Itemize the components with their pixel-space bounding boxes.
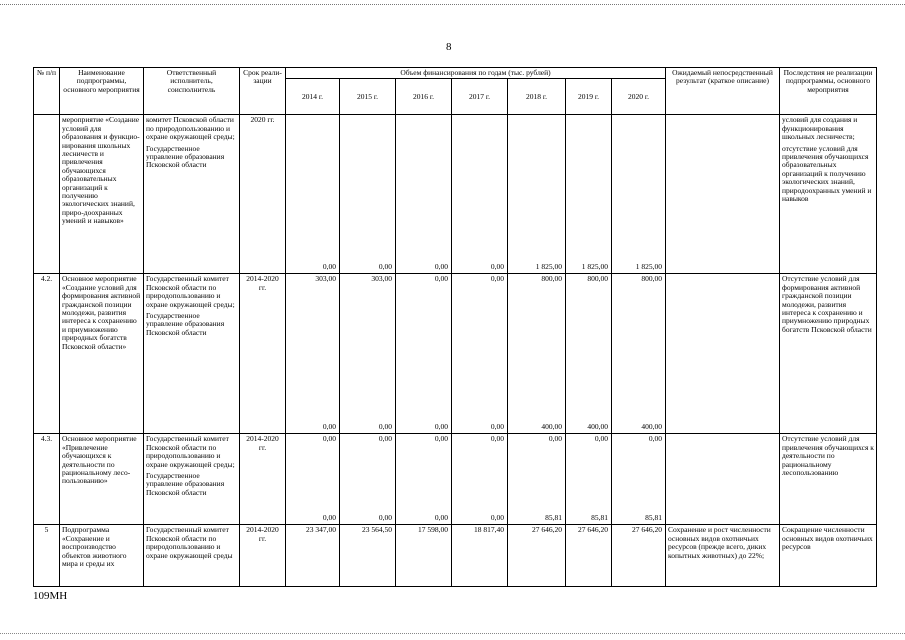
table-row — [34, 525, 877, 587]
header-year: 2019 г. — [566, 79, 612, 115]
finance-cell — [566, 525, 612, 587]
finance-value-total: 0,00 — [378, 434, 392, 444]
finance-cell — [508, 115, 566, 274]
footer-code: 109МН — [33, 590, 68, 602]
finance-value-total: 0,00 — [434, 274, 448, 284]
finance-value-budget: 1 825,00 — [581, 262, 608, 271]
result-cell — [666, 115, 780, 274]
finance-value-total: 27 646,20 — [532, 525, 562, 535]
finance-cell — [396, 274, 452, 434]
header-term: Срок реали-зации — [240, 68, 286, 115]
term-cell: 2014-2020 гг. — [240, 274, 286, 434]
term-cell: 2014-2020 гг. — [240, 525, 286, 587]
table-row — [34, 115, 877, 274]
finance-value-total: 27 646,20 — [578, 525, 608, 535]
consequence-cell — [780, 434, 877, 525]
executor-text: Государственный комитет Псковской области по природопользованию и охране окружающей среды; — [146, 434, 235, 469]
finance-value-budget: 85,81 — [545, 513, 562, 522]
finance-value-budget: 1 825,00 — [535, 262, 562, 271]
finance-value-budget: 400,00 — [541, 422, 562, 431]
finance-value-total: 800,00 — [541, 274, 562, 284]
finance-value-total: 23 347,00 — [306, 525, 336, 535]
header-consequence: Последствия не реализации подпрограммы, основного мероприятия — [780, 68, 877, 115]
financing-table — [33, 67, 877, 587]
finance-cell — [452, 525, 508, 587]
finance-value-budget: 0,00 — [378, 422, 392, 431]
finance-cell — [508, 434, 566, 525]
table-body — [34, 115, 877, 587]
finance-value-budget: 0,00 — [490, 422, 504, 431]
page-number: 8 — [446, 41, 452, 53]
header-result: Ожидаемый непосредственный результат (краткое описание) — [666, 68, 780, 115]
measure-name: Основное мероприятие «Создание условий для формирования активной гражданской позиции молодежи, развития интереса к сохранению и приумножению природных богатств Псковской области» — [60, 274, 144, 434]
finance-value-budget: 0,00 — [490, 262, 504, 271]
finance-cell — [396, 525, 452, 587]
header-year: 2014 г. — [286, 79, 340, 115]
header-executor: Ответственный исполнитель, соисполнитель — [144, 68, 240, 115]
consequence-cell — [780, 115, 877, 274]
executor-text: Государственный комитет Псковской области по природопользованию и охране окружающей среды; — [146, 274, 235, 309]
header-finance: Объем финансирования по годам (тыс. рублей) — [286, 68, 666, 79]
finance-value-total: 0,00 — [490, 434, 504, 444]
executor-text: Государственное управление образования Псковской области — [146, 311, 225, 337]
finance-value-total: 0,00 — [322, 434, 336, 444]
finance-cell — [340, 115, 396, 274]
finance-cell — [612, 434, 666, 525]
consequence-text: Отсутствие условий для формирования активной гражданской позиции молодежи, развития интереса к сохранению и приумножению природных богатств Псковской области — [782, 274, 872, 334]
consequence-text: условий для создания и функционирования школьных лесничеств; — [782, 115, 858, 142]
finance-cell — [396, 434, 452, 525]
finance-cell — [566, 434, 612, 525]
finance-value-total: 27 646,20 — [632, 525, 662, 535]
finance-cell — [286, 115, 340, 274]
finance-value-budget: 1 825,00 — [635, 262, 662, 271]
executor-text: Государственное управление образования Псковской области — [146, 471, 225, 497]
executor-text: комитет Псковской области по природопользованию и охране окружающей среды; — [146, 115, 235, 142]
finance-value-budget: 85,81 — [591, 513, 608, 522]
row-number — [34, 115, 60, 274]
result-cell — [666, 434, 780, 525]
finance-cell — [396, 115, 452, 274]
executor-cell — [144, 434, 240, 525]
finance-cell — [452, 274, 508, 434]
table-row — [34, 274, 877, 434]
consequence-text: Отсутствие условий для привлечения обучающихся к деятельности по рациональному лесопользованию — [782, 434, 874, 478]
header-year: 2020 г. — [612, 79, 666, 115]
finance-cell — [612, 525, 666, 587]
term-cell: 2020 гг. — [240, 115, 286, 274]
finance-value-total: 0,00 — [434, 434, 448, 444]
row-number: 4.3. — [34, 434, 60, 525]
finance-cell — [340, 525, 396, 587]
header-year: 2015 г. — [340, 79, 396, 115]
finance-value-total: 0,00 — [490, 274, 504, 284]
measure-name: мероприятие «Создание условий для образования и функцио-нирования школьных лесничеств и привлечения обучающихся образовательных организаций к получению экологических знаний, приро-доохранных умений и навыков» — [60, 115, 144, 274]
term-cell: 2014-2020 гг. — [240, 434, 286, 525]
executor-text: Государственное управление образования Псковской области — [146, 143, 225, 170]
finance-value-budget: 0,00 — [378, 262, 392, 271]
executor-cell — [144, 115, 240, 274]
finance-cell — [286, 525, 340, 587]
result-cell: Сохранение и рост численности основных видов охотничьих ресурсов (прежде всего, диких копытных животных) до 22%; — [666, 525, 780, 587]
measure-name: Подпрограмма «Сохранение и воспроизводство объектов животного мира и среды их — [60, 525, 144, 587]
row-number: 4.2. — [34, 274, 60, 434]
consequence-text: отсутствие условий для привлечения обучающихся образовательных организаций к получению экологических знаний, природоохранных умений и навыков — [782, 143, 872, 204]
finance-value-budget: 400,00 — [587, 422, 608, 431]
finance-value-total: 303,00 — [371, 274, 392, 284]
finance-cell — [612, 115, 666, 274]
finance-value-budget: 0,00 — [434, 262, 448, 271]
finance-value-budget: 0,00 — [434, 513, 448, 522]
finance-cell — [452, 115, 508, 274]
row-number: 5 — [34, 525, 60, 587]
finance-cell — [508, 274, 566, 434]
consequence-cell — [780, 525, 877, 587]
finance-cell — [566, 274, 612, 434]
header-year: 2018 г. — [508, 79, 566, 115]
table-row — [34, 434, 877, 525]
finance-value-total: 18 817,40 — [474, 525, 504, 535]
header-name: Наименование подпрограммы, основного мероприятия — [60, 68, 144, 115]
finance-cell — [612, 274, 666, 434]
finance-cell — [286, 274, 340, 434]
result-cell — [666, 274, 780, 434]
finance-value-total: 0,00 — [594, 434, 608, 444]
finance-value-total: 0,00 — [648, 434, 662, 444]
finance-cell — [286, 434, 340, 525]
consequence-cell — [780, 274, 877, 434]
finance-cell — [340, 274, 396, 434]
finance-value-total: 303,00 — [315, 274, 336, 284]
finance-value-total: 0,00 — [548, 434, 562, 444]
header-no: № п/п — [34, 68, 60, 115]
finance-value-budget: 0,00 — [322, 422, 336, 431]
finance-value-budget: 0,00 — [322, 513, 336, 522]
consequence-text: Сокращение численности основных видов охотничьих ресурсов — [782, 525, 873, 552]
finance-value-total: 800,00 — [641, 274, 662, 284]
executor-text: Государственный комитет Псковской области по природопользованию и охране окружающей среды — [146, 525, 233, 560]
finance-cell — [452, 434, 508, 525]
finance-value-budget: 85,81 — [645, 513, 662, 522]
finance-value-total: 800,00 — [587, 274, 608, 284]
scan-edge-top — [0, 4, 905, 5]
finance-value-budget: 400,00 — [641, 422, 662, 431]
finance-cell — [340, 434, 396, 525]
executor-cell — [144, 274, 240, 434]
finance-value-budget: 0,00 — [322, 262, 336, 271]
header-year: 2016 г. — [396, 79, 452, 115]
finance-value-budget: 0,00 — [378, 513, 392, 522]
finance-value-budget: 0,00 — [434, 422, 448, 431]
scan-edge-bottom — [0, 633, 905, 634]
measure-name: Основное мероприятие «Привлечение обучающихся к деятельности по рациональному лесо-пользованию» — [60, 434, 144, 525]
finance-value-total: 17 598,00 — [418, 525, 448, 535]
finance-value-total: 23 564,50 — [362, 525, 392, 535]
finance-cell — [508, 525, 566, 587]
header-year: 2017 г. — [452, 79, 508, 115]
executor-cell — [144, 525, 240, 587]
finance-cell — [566, 115, 612, 274]
finance-value-budget: 0,00 — [490, 513, 504, 522]
